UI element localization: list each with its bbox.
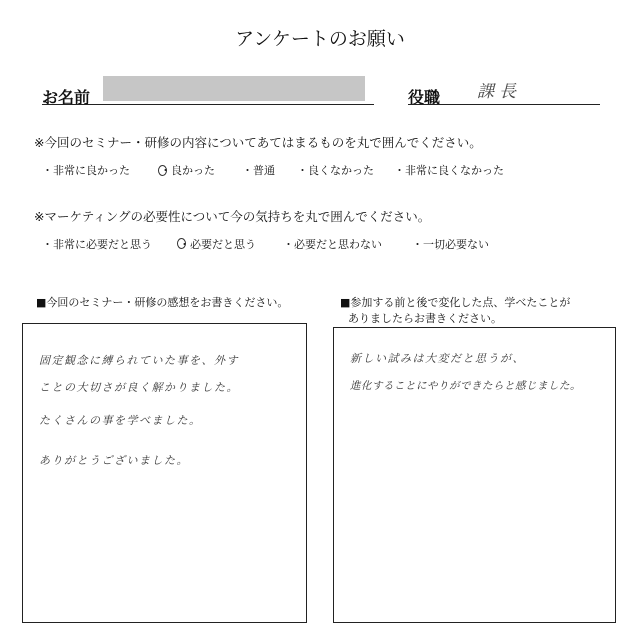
right-comment-box[interactable] bbox=[333, 327, 616, 623]
right-box-heading-line-2: ありましたらお書きください。 bbox=[348, 312, 502, 325]
role-label: 役職 bbox=[408, 88, 441, 107]
left-comment-box[interactable] bbox=[22, 323, 307, 623]
role-value-handwritten: 課長 bbox=[477, 82, 521, 102]
left-handwriting-line-4: ありがとうございました。 bbox=[39, 454, 189, 467]
left-handwriting-line-2: ことの大切さが良く解かりました。 bbox=[39, 381, 239, 394]
left-handwriting-line-1: 固定観念に縛られていた事を、外す bbox=[39, 354, 239, 367]
name-underline bbox=[42, 104, 374, 105]
q1-option-not-good[interactable]: ・良くなかった bbox=[297, 164, 374, 177]
q1-option-average[interactable]: ・普通 bbox=[242, 164, 275, 177]
left-box-heading: ■今回のセミナー・研修の感想をお書きください。 bbox=[36, 296, 289, 309]
q2-option-very-necessary[interactable]: ・非常に必要だと思う bbox=[42, 238, 152, 251]
survey-title: アンケートのお願い bbox=[235, 28, 405, 50]
q2-option-not-at-all[interactable]: ・一切必要ない bbox=[412, 238, 489, 251]
left-handwriting-line-3: たくさんの事を学べました。 bbox=[39, 414, 202, 427]
role-underline bbox=[408, 104, 600, 105]
q1-option-good[interactable]: ・良かった bbox=[160, 164, 215, 177]
name-label: お名前 bbox=[42, 88, 91, 107]
question-2-text: ※マーケティングの必要性について今の気持ちを丸で囲んでください。 bbox=[34, 209, 431, 224]
question-1-text: ※今回のセミナー・研修の内容についてあてはまるものを丸で囲んでください。 bbox=[34, 135, 482, 150]
right-box-heading-line-1: ■参加する前と後で変化した点、学べたことが bbox=[340, 296, 571, 309]
q1-option-very-good[interactable]: ・非常に良かった bbox=[42, 164, 130, 177]
q2-option-necessary[interactable]: ・必要だと思う bbox=[179, 238, 256, 251]
redacted-name bbox=[103, 76, 365, 101]
q2-option-not-necessary[interactable]: ・必要だと思わない bbox=[283, 238, 382, 251]
right-handwriting-line-2: 進化することにやりができたらと感じました。 bbox=[350, 380, 581, 392]
q1-option-very-bad[interactable]: ・非常に良くなかった bbox=[394, 164, 504, 177]
right-handwriting-line-1: 新しい試みは大変だと思うが、 bbox=[350, 352, 525, 365]
